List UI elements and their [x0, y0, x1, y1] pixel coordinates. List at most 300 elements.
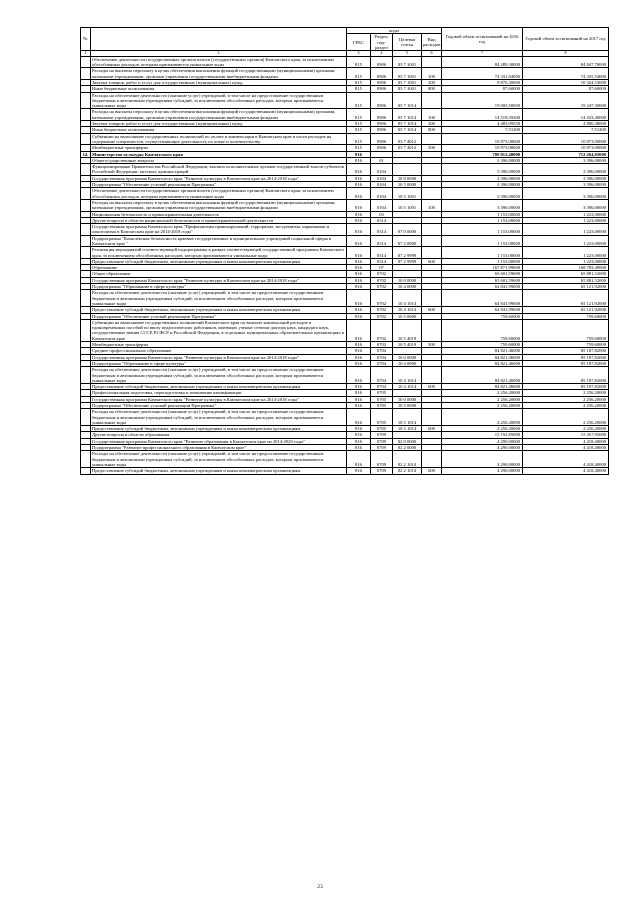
- row-name: Предоставление субсидий бюджетным, автономным учреждениям и иным некоммерческим организациям: [91, 426, 347, 432]
- row-target-article: 02 2 1014: [393, 468, 422, 474]
- row-name: Предоставление субсидий бюджетным, автономным учреждениям и иным некоммерческим организациям: [91, 468, 347, 474]
- row-grbs: 816: [347, 348, 371, 354]
- row-amount-2017: 7,51200: [523, 127, 609, 133]
- header-year-2016: Годовой объем ассигнований на 2016 год: [442, 28, 523, 51]
- row-razdel: 0104: [371, 188, 393, 200]
- row-razdel: 0705: [371, 409, 393, 426]
- row-amount-2016: 759,60000: [442, 342, 523, 348]
- row-amount-2017: 74 435,54000: [523, 68, 609, 80]
- row-amount-2017: 3 396,00000: [523, 157, 609, 163]
- row-grbs: 816: [347, 384, 371, 390]
- row-target-article: 10 4 1014: [393, 384, 422, 390]
- row-grbs: 816: [347, 265, 371, 271]
- row-number: [81, 235, 91, 247]
- column-index: 5: [393, 51, 422, 57]
- row-expense-type: 100: [422, 109, 442, 121]
- row-grbs: 816: [347, 396, 371, 402]
- row-grbs: 816: [347, 151, 371, 157]
- row-amount-2017: 65 881,52000: [523, 277, 609, 283]
- table-row: [81, 224, 609, 236]
- column-index: 4: [371, 51, 393, 57]
- row-amount-2017: 759,60000: [523, 319, 609, 341]
- row-grbs: 816: [347, 367, 371, 384]
- table-row: [81, 235, 609, 247]
- row-target-article: 02 2 0000: [393, 445, 422, 451]
- row-expense-type: [422, 319, 442, 341]
- row-amount-2017: 4 806,38000: [523, 121, 609, 127]
- row-name: Расходы на обеспечение деятельности (оказание услуг) учреждений, в том числе на предоставление государственным бюджетным и автономным учреждениям субсидий, за исключением обособленных расходов, которым присваиваются уникальные коды: [91, 367, 347, 384]
- row-target-article: 10 4 1014: [393, 290, 422, 307]
- table-row: [81, 56, 609, 68]
- row-amount-2017: 2 256,20000: [523, 409, 609, 426]
- row-grbs: 816: [347, 211, 371, 217]
- row-name: Закупка товаров, работ и услуг для государственных (муниципальных) нужд: [91, 79, 347, 85]
- row-name: Профессиональная подготовка, переподготовка и повышение квалификации: [91, 390, 347, 396]
- row-expense-type: [422, 290, 442, 307]
- table-header: [81, 28, 609, 57]
- row-name: Предоставление субсидий бюджетным, автономным учреждениям и иным некоммерческим организациям: [91, 384, 347, 390]
- row-name: Национальная безопасность и правоохранительная деятельность: [91, 211, 347, 217]
- row-grbs: 816: [347, 313, 371, 319]
- table-row: [81, 164, 609, 176]
- row-expense-type: [422, 451, 442, 468]
- row-amount-2016: 9 870,30000: [442, 79, 523, 85]
- row-target-article: 03 7 1001: [393, 56, 422, 68]
- column-index: 1: [81, 51, 91, 57]
- header-year-2017: Годовой объем ассигнований на 2017 год: [523, 28, 609, 51]
- row-amount-2016: 84 289,30000: [442, 56, 523, 68]
- row-amount-2017: 87,60000: [523, 86, 609, 92]
- row-expense-type: 100: [422, 68, 442, 80]
- row-amount-2017: 2 256,20000: [523, 426, 609, 432]
- row-name: Расходы на выплаты персоналу в целях обеспечения выполнения функций государственными (муниципальными) органами, казенными учреждениями, органами управления государственными внебюджетными фондами: [91, 109, 347, 121]
- row-name: Расходы на обеспечение деятельности (оказание услуг) учреждений, в том числе на предоставление государственным бюджетным и автономным учреждениям субсидий, за исключением обособленных расходов, которым присваиваются уникальные коды: [91, 92, 347, 109]
- row-amount-2017: 1 223,00000: [523, 247, 609, 259]
- row-number: [81, 367, 91, 384]
- row-target-article: 10 5 1001: [393, 188, 422, 200]
- row-amount-2016: 1 153,00000: [442, 235, 523, 247]
- row-target-article: 02 0 0000: [393, 438, 422, 444]
- row-amount-2016: 84 821,46000: [442, 384, 523, 390]
- row-razdel: 0704: [371, 360, 393, 366]
- row-amount-2017: 4 418,40000: [523, 438, 609, 444]
- row-amount-2016: 64 841,99600: [442, 307, 523, 313]
- row-razdel: 0702: [371, 319, 393, 341]
- row-amount-2017: 1 223,00000: [523, 211, 609, 217]
- row-amount-2016: 4 290,00000: [442, 445, 523, 451]
- row-name: Подпрограмма "Обеспечение условий реализации Программы": [91, 313, 347, 319]
- row-target-article: 03 7 4012: [393, 145, 422, 151]
- row-amount-2016: 2 256,20000: [442, 426, 523, 432]
- row-razdel: 0709: [371, 445, 393, 451]
- row-amount-2017: 65 121,92000: [523, 290, 609, 307]
- row-number: [81, 92, 91, 109]
- row-amount-2017: 85 187,82000: [523, 360, 609, 366]
- row-razdel: 0709: [371, 451, 393, 468]
- row-razdel: 01: [371, 157, 393, 163]
- row-number: [81, 56, 91, 68]
- column-index: 2: [91, 51, 347, 57]
- row-amount-2016: 64 841,99600: [442, 284, 523, 290]
- row-grbs: 816: [347, 451, 371, 468]
- row-razdel: 0906: [371, 121, 393, 127]
- row-grbs: 815: [347, 109, 371, 121]
- row-target-article: 03 7 1001: [393, 79, 422, 85]
- row-amount-2016: 2 256,20000: [442, 390, 523, 396]
- row-amount-2016: 3 396,00000: [442, 182, 523, 188]
- row-target-article: 10 0 0000: [393, 175, 422, 181]
- row-name: Государственная программа Камчатского края "Развитие образования в Камчатском крае на 2014-2020 годы": [91, 438, 347, 444]
- row-name: Государственная программа Камчатского края "Развитие культуры в Камчатском крае на 2014-2018 годы": [91, 354, 347, 360]
- row-expense-type: [422, 56, 442, 68]
- row-amount-2016: 65 601,59600: [442, 271, 523, 277]
- row-grbs: 815: [347, 92, 371, 109]
- row-name: Расходы на обеспечение деятельности (оказание услуг) учреждений, в том числе на предоставление государственным бюджетным и автономным учреждениям субсидий, за исключением обособленных расходов, которым присваиваются уникальные коды: [91, 409, 347, 426]
- row-grbs: 815: [347, 133, 371, 145]
- table-row: [81, 92, 609, 109]
- table-row: [81, 247, 609, 259]
- row-amount-2016: 15 192,85000: [442, 432, 523, 438]
- column-index: 8: [523, 51, 609, 57]
- column-index: 7: [442, 51, 523, 57]
- header-razdel: Раздел, под-раздел: [371, 34, 393, 51]
- row-amount-2017: 85 187,82000: [523, 384, 609, 390]
- row-grbs: 815: [347, 121, 371, 127]
- row-razdel: 0704: [371, 354, 393, 360]
- row-name: Расходы на обеспечение деятельности (оказание услуг) учреждений, в том числе на предоставление государственным бюджетным и автономным учреждениям субсидий, за исключением обособленных расходов, которым присваиваются уникальные коды: [91, 451, 347, 468]
- row-number: [81, 199, 91, 211]
- row-number: [81, 164, 91, 176]
- row-amount-2016: 2 256,20000: [442, 403, 523, 409]
- row-expense-type: [422, 409, 442, 426]
- row-name: Иные бюджетные ассигнования: [91, 86, 347, 92]
- row-razdel: 0704: [371, 367, 393, 384]
- row-amount-2016: 2 256,20000: [442, 409, 523, 426]
- row-amount-2016: 65 601,59600: [442, 277, 523, 283]
- row-target-article: 10 5 1014: [393, 409, 422, 426]
- header-grbs: ГРБС: [347, 34, 371, 51]
- row-number: [81, 68, 91, 80]
- row-number: [81, 290, 91, 307]
- row-grbs: 816: [347, 390, 371, 396]
- table-row: [81, 290, 609, 307]
- row-grbs: 816: [347, 426, 371, 432]
- row-amount-2016: 759,60000: [442, 313, 523, 319]
- row-number: [81, 224, 91, 236]
- row-razdel: 0104: [371, 199, 393, 211]
- row-name: Другие вопросы в области национальной безопасности и правоохранительной деятельности: [91, 217, 347, 223]
- row-target-article: 10 0 0000: [393, 396, 422, 402]
- row-amount-2016: 167 871,99600: [442, 265, 523, 271]
- row-target-article: 03 7 1014: [393, 127, 422, 133]
- row-amount-2016: 1 153,00000: [442, 247, 523, 259]
- row-number: [81, 451, 91, 468]
- row-grbs: 816: [347, 438, 371, 444]
- header-no: №: [81, 28, 91, 51]
- row-name: Расходы на обеспечение деятельности (оказание услуг) учреждений, в том числе на предоставление государственным бюджетным и автономным учреждениям субсидий, за исключением обособленных расходов, которым присваиваются уникальные коды: [91, 290, 347, 307]
- table-row: [81, 451, 609, 468]
- row-amount-2017: 65 881,52000: [523, 271, 609, 277]
- row-number: [81, 409, 91, 426]
- row-amount-2016: 3 396,00000: [442, 188, 523, 200]
- row-name: Подпрограмма "Образование в сфере культуры": [91, 284, 347, 290]
- row-grbs: 816: [347, 235, 371, 247]
- row-name: Обеспечение деятельности государственных органов власти (государственных органов) Камчатского края, за исключением обособленных расходов, которым присваиваются уникальные коды: [91, 188, 347, 200]
- row-target-article: 10 0 0000: [393, 354, 422, 360]
- row-expense-type: 600: [422, 426, 442, 432]
- row-grbs: 816: [347, 277, 371, 283]
- row-razdel: 0906: [371, 79, 393, 85]
- row-number: [81, 247, 91, 259]
- row-grbs: 816: [347, 188, 371, 200]
- row-expense-type: [422, 235, 442, 247]
- row-name: Государственная программа Камчатского края "Профилактика правонарушений, терроризма, экстремизма, наркомании и алкоголизма в Камчатском крае на 2014-2018 годы": [91, 224, 347, 236]
- table-row: [81, 68, 609, 80]
- row-razdel: 0704: [371, 384, 393, 390]
- row-name: Расходы на выплаты персоналу в целях обеспечения выполнения функций государственными (муниципальными) органами, казенными учреждениями, органами управления государственными внебюджетными фондами: [91, 68, 347, 80]
- row-razdel: 03: [371, 211, 393, 217]
- row-razdel: 0906: [371, 86, 393, 92]
- row-amount-2016: 84 821,46000: [442, 367, 523, 384]
- row-amount-2016: 1 153,00000: [442, 211, 523, 217]
- row-expense-type: 600: [422, 307, 442, 313]
- row-name: Подпрограмма "Образование в сфере культуры": [91, 360, 347, 366]
- row-amount-2017: 85 187,82000: [523, 367, 609, 384]
- row-amount-2016: 84 821,46000: [442, 354, 523, 360]
- row-amount-2017: 4 418,40000: [523, 445, 609, 451]
- row-razdel: 0705: [371, 390, 393, 396]
- row-amount-2017: 759,60000: [523, 313, 609, 319]
- column-index: 6: [422, 51, 442, 57]
- row-grbs: 816: [347, 247, 371, 259]
- row-grbs: 815: [347, 68, 371, 80]
- row-amount-2017: 3 396,00000: [523, 188, 609, 200]
- row-target-article: 10 4 0000: [393, 284, 422, 290]
- row-razdel: 0906: [371, 133, 393, 145]
- row-amount-2016: 4 483,09550: [442, 121, 523, 127]
- table-row: [81, 319, 609, 341]
- row-razdel: 0702: [371, 313, 393, 319]
- row-target-article: 10 0 0000: [393, 277, 422, 283]
- row-grbs: 816: [347, 224, 371, 236]
- row-name: Среднее профессиональное образование: [91, 348, 347, 354]
- row-amount-2017: 4 418,40000: [523, 468, 609, 474]
- header-codes-group: коды: [347, 28, 442, 34]
- table-row: [81, 199, 609, 211]
- row-name: Иные бюджетные ассигнования: [91, 127, 347, 133]
- row-amount-2016: 759,60000: [442, 319, 523, 341]
- header-target-article: Целевая статья: [393, 34, 422, 51]
- row-amount-2017: 4 418,40000: [523, 451, 609, 468]
- row-amount-2017: 3 396,00000: [523, 182, 609, 188]
- row-razdel: 0104: [371, 182, 393, 188]
- row-razdel: 0705: [371, 403, 393, 409]
- table-row: [81, 133, 609, 145]
- row-number: [81, 133, 91, 145]
- row-target-article: 07 2 0000: [393, 235, 422, 247]
- row-target-article: 10 5 0000: [393, 313, 422, 319]
- row-amount-2016: 1 153,00000: [442, 224, 523, 236]
- row-name: Закупка товаров, работ и услуг для государственных (муниципальных) нужд: [91, 121, 347, 127]
- row-razdel: 0906: [371, 56, 393, 68]
- table-row: [81, 409, 609, 426]
- row-amount-2017: 3 396,00000: [523, 199, 609, 211]
- row-razdel: 0702: [371, 277, 393, 283]
- table-row: [81, 367, 609, 384]
- row-amount-2016: 10 873,00000: [442, 133, 523, 145]
- row-name: Межбюджетные трансферты: [91, 145, 347, 151]
- row-expense-type: 600: [422, 258, 442, 264]
- row-expense-type: [422, 224, 442, 236]
- row-razdel: 0705: [371, 396, 393, 402]
- row-name: Подпрограмма "Обеспечение условий реализации Программы": [91, 403, 347, 409]
- row-name: Государственная программа Камчатского края "Развитие культуры в Камчатском крае на 2014-2018 годы": [91, 175, 347, 181]
- row-grbs: 816: [347, 409, 371, 426]
- row-name: Предоставление субсидий бюджетным, автономным учреждениям и иным некоммерческим организациям: [91, 258, 347, 264]
- row-razdel: 0702: [371, 284, 393, 290]
- row-expense-type: 600: [422, 384, 442, 390]
- row-grbs: 816: [347, 258, 371, 264]
- row-amount-2017: 65 121,92000: [523, 307, 609, 313]
- row-grbs: 816: [347, 164, 371, 176]
- row-target-article: 07 2 9999: [393, 258, 422, 264]
- row-name: Государственная программа Камчатского края "Развитие культуры в Камчатском крае на 2014-2018 годы": [91, 277, 347, 283]
- row-razdel: 0104: [371, 175, 393, 181]
- row-target-article: 10 4 0000: [393, 360, 422, 366]
- row-name: Общее образование: [91, 271, 347, 277]
- row-razdel: 0314: [371, 217, 393, 223]
- row-name: Обеспечение деятельности государственных органов власти (государственных органов) Камчатского края, за исключением обособленных расходов, которым присваиваются уникальные коды: [91, 56, 347, 68]
- row-name: Предоставление субсидий бюджетным, автономным учреждениям и иным некоммерческим организациям: [91, 307, 347, 313]
- row-amount-2016: 7,51200: [442, 127, 523, 133]
- row-expense-type: 200: [422, 79, 442, 85]
- row-amount-2017: 1 223,00000: [523, 217, 609, 223]
- row-expense-type: [422, 133, 442, 145]
- row-razdel: 0704: [371, 348, 393, 354]
- row-grbs: 816: [347, 182, 371, 188]
- row-amount-2016: 4 290,00000: [442, 468, 523, 474]
- row-razdel: 0709: [371, 432, 393, 438]
- budget-table: [80, 27, 609, 475]
- row-amount-2017: 1 223,00000: [523, 235, 609, 247]
- row-grbs: 815: [347, 86, 371, 92]
- row-amount-2017: 1 223,00000: [523, 258, 609, 264]
- row-razdel: 0702: [371, 342, 393, 348]
- row-target-article: 10 5 1014: [393, 426, 422, 432]
- row-target-article: 10 5 4019: [393, 342, 422, 348]
- row-amount-2016: 708 012,40000: [442, 151, 523, 157]
- row-expense-type: 600: [422, 468, 442, 474]
- row-grbs: 816: [347, 217, 371, 223]
- row-amount-2016: 3 396,00000: [442, 164, 523, 176]
- header-name: [91, 28, 347, 51]
- row-name: Межбюджетные трансферты: [91, 342, 347, 348]
- row-name: Другие вопросы в области образования: [91, 432, 347, 438]
- row-razdel: 0314: [371, 258, 393, 264]
- row-amount-2016: 3 396,00000: [442, 157, 523, 163]
- row-target-article: [393, 164, 422, 176]
- row-amount-2017: 10 324,53000: [523, 79, 609, 85]
- row-razdel: 0906: [371, 145, 393, 151]
- row-expense-type: [422, 188, 442, 200]
- row-target-article: 07 2 9999: [393, 247, 422, 259]
- row-target-article: 10 4 1014: [393, 307, 422, 313]
- row-name: Министерство культуры Камчатского края: [91, 151, 347, 157]
- row-razdel: 0705: [371, 426, 393, 432]
- row-expense-type: [422, 247, 442, 259]
- row-razdel: 0906: [371, 109, 393, 121]
- row-amount-2017: 1 223,00000: [523, 224, 609, 236]
- header-expense-type: Вид расходов: [422, 34, 442, 51]
- row-name: Образование: [91, 265, 347, 271]
- row-name: Субвенции на выполнение государственных полномочий по оплате и компенсации в Камчатском крае в части расходов на содержание специалистов, осуществляющих деятельность по опеке и попечительству: [91, 133, 347, 145]
- row-razdel: 0709: [371, 468, 393, 474]
- row-grbs: 816: [347, 360, 371, 366]
- row-amount-2017: 2 256,20000: [523, 390, 609, 396]
- row-amount-2016: 2 256,20000: [442, 396, 523, 402]
- row-target-article: 03 7 1014: [393, 109, 422, 121]
- row-amount-2017: 3 396,00000: [523, 164, 609, 176]
- row-grbs: 816: [347, 157, 371, 163]
- row-grbs: 816: [347, 175, 371, 181]
- row-razdel: 0906: [371, 92, 393, 109]
- row-expense-type: 100: [422, 199, 442, 211]
- row-amount-2017: 2 256,20000: [523, 396, 609, 402]
- row-name: Функционирование Правительства Российской Федерации, высших исполнительных органов государственной власти субъектов Российской Федерации, местных администраций: [91, 164, 347, 176]
- row-amount-2016: 4 290,00000: [442, 438, 523, 444]
- row-razdel: 0906: [371, 68, 393, 80]
- row-expense-type: 800: [422, 86, 442, 92]
- row-grbs: 816: [347, 342, 371, 348]
- row-amount-2017: 759,60000: [523, 342, 609, 348]
- row-amount-2016: 19 005,50000: [442, 92, 523, 109]
- table-row: [81, 188, 609, 200]
- row-expense-type: 500: [422, 342, 442, 348]
- row-expense-type: [422, 164, 442, 176]
- row-target-article: 02 2 1014: [393, 451, 422, 468]
- row-expense-type: 500: [422, 145, 442, 151]
- row-amount-2017: 19 247,30000: [523, 92, 609, 109]
- row-expense-type: 800: [422, 127, 442, 133]
- row-expense-type: 200: [422, 121, 442, 127]
- row-razdel: 0702: [371, 290, 393, 307]
- row-target-article: 03 7 1001: [393, 86, 422, 92]
- row-amount-2016: 87,60000: [442, 86, 523, 92]
- row-grbs: 815: [347, 79, 371, 85]
- row-amount-2017: 14 433,40000: [523, 109, 609, 121]
- row-expense-type: [422, 92, 442, 109]
- row-amount-2016: 64 841,99600: [442, 290, 523, 307]
- row-razdel: 0702: [371, 307, 393, 313]
- row-grbs: 816: [347, 445, 371, 451]
- page-number: 23: [317, 884, 323, 890]
- row-grbs: 815: [347, 145, 371, 151]
- row-razdel: 0314: [371, 224, 393, 236]
- row-target-article: 10 5 4019: [393, 319, 422, 341]
- row-target-article: 10 5 1001: [393, 199, 422, 211]
- row-razdel: 0104: [371, 164, 393, 176]
- row-amount-2017: 10 873,00000: [523, 133, 609, 145]
- row-target-article: 03 7 1014: [393, 121, 422, 127]
- row-target-article: 03 7 1014: [393, 92, 422, 109]
- row-grbs: 816: [347, 319, 371, 341]
- row-number: [81, 109, 91, 121]
- row-razdel: 07: [371, 265, 393, 271]
- row-name: Государственная программа Камчатского края "Развитие культуры в Камчатском крае на 2014-2018 годы": [91, 396, 347, 402]
- row-number: 14.: [81, 151, 91, 157]
- row-amount-2016: 3 396,00000: [442, 175, 523, 181]
- row-target-article: 10 4 1014: [393, 367, 422, 384]
